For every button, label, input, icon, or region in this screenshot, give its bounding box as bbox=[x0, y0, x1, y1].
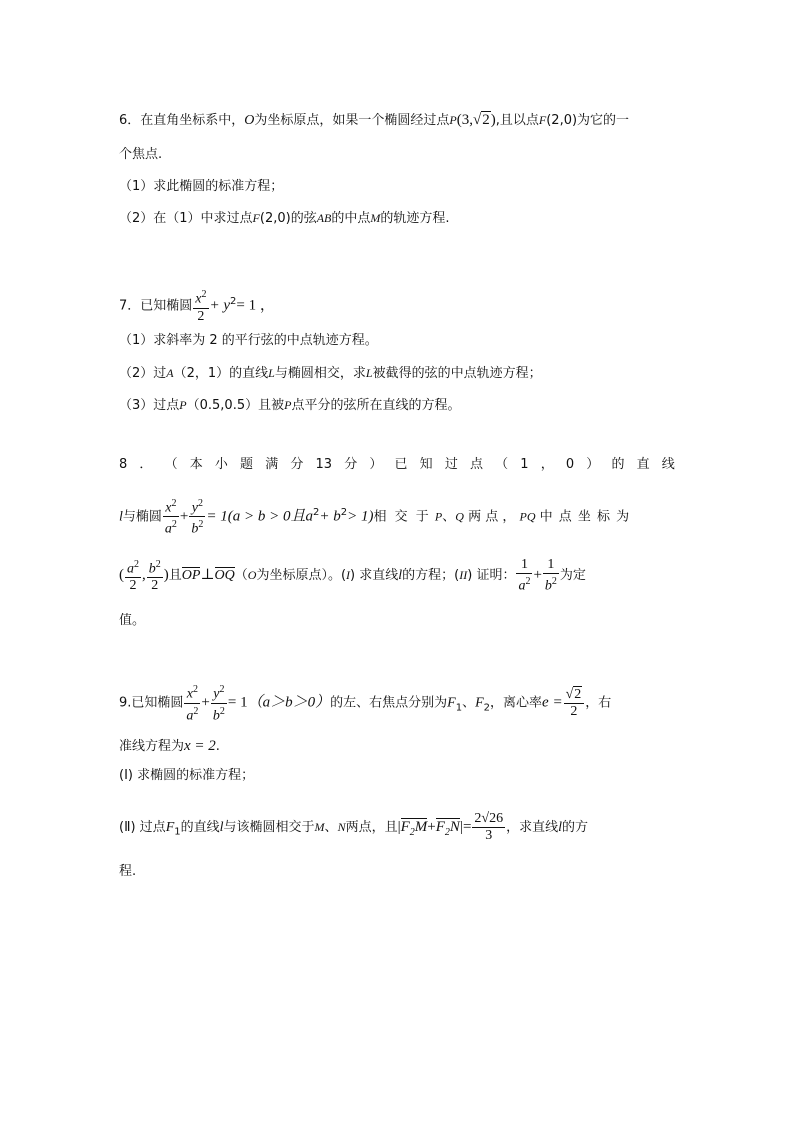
q9-fraction-e: $\frac{√2}{2}$ bbox=[564, 687, 585, 720]
q9-text: ，右 bbox=[585, 695, 612, 711]
q6-part1: （1）求此椭圆的标准方程； bbox=[119, 179, 284, 194]
q7-var-P: P bbox=[179, 398, 187, 412]
q9-text: ，求直线 bbox=[506, 820, 559, 835]
q8-text: （ bbox=[234, 568, 248, 583]
q7-fraction: $\frac{x^2}{2}$ bbox=[195, 289, 207, 324]
q8-text: 的方程；( bbox=[402, 568, 460, 583]
q9-text: (Ⅱ) 过点 bbox=[119, 820, 166, 835]
q6-coord: (3, bbox=[456, 112, 474, 128]
q9-text: 两点，且 bbox=[345, 820, 398, 835]
q7-text: 与椭圆相交，求 bbox=[274, 366, 366, 381]
q6-coord: ) bbox=[490, 112, 496, 128]
q9-text: 的左、右焦点分别为 bbox=[330, 695, 448, 711]
q6-sqrt: 2 bbox=[482, 112, 490, 128]
q9-var-l: l bbox=[558, 820, 562, 835]
q8-text: ) 证明： bbox=[467, 568, 516, 583]
q9-eccentricity: e = bbox=[542, 694, 563, 711]
q8-var-PQ: PQ bbox=[519, 509, 536, 524]
q8-vector-OQ: OQ bbox=[214, 568, 235, 583]
q9-fraction-length: $\frac{2√26}{3}$ bbox=[474, 811, 504, 843]
q8-perp-symbol: ⊥ bbox=[200, 567, 215, 583]
q7-part1: （1）求斜率为 2 的平行弦的中点轨迹方程。 bbox=[119, 333, 378, 348]
q8-var-l: l bbox=[119, 509, 123, 525]
q9-part1: (Ⅰ) 求椭圆的标准方程； bbox=[119, 768, 255, 783]
q8-line2: l与椭圆 $\frac{x^2}{a^2}$ + $\frac{y^2}{b^2}$ = 1(a > b > 0且$a^2+ b^2> 1$)相 交 于 P、Q 两 点 ， PQ 中 点 坐 标 为 bbox=[119, 497, 631, 537]
q6-var-F: F bbox=[252, 211, 260, 225]
q7-var-P: P bbox=[284, 398, 292, 412]
q8-condition: > 1) bbox=[347, 508, 374, 525]
q7-text: （3）过点 bbox=[119, 398, 180, 413]
q8-midpoint-x: $\frac{a^2}{2}$ bbox=[127, 558, 139, 594]
q9-text: ，离心率 bbox=[490, 695, 543, 711]
q9-line-end: 程. bbox=[119, 864, 137, 879]
q9-text: 的直线 bbox=[180, 820, 220, 835]
q9-vector-F2N: $F_2N$ bbox=[435, 819, 460, 838]
q8-fraction-a: $\frac{1}{a^2}$ bbox=[518, 556, 531, 594]
q9-directrix: x = 2 bbox=[184, 738, 216, 754]
q9-fraction-x: $\frac{x^2}{a^2}$ bbox=[186, 684, 199, 724]
q7-text: （0.5,0.5）且被 bbox=[186, 398, 285, 413]
q7-stem: 7．已知椭圆 $\frac{x^2}{2}$ + $y^2= 1$ ， bbox=[119, 289, 275, 324]
q6-text: (2,0)为它的一 bbox=[546, 113, 630, 128]
q9-var-F2: F bbox=[475, 695, 484, 711]
q6-line1: 6．在直角坐标系中，O为坐标原点，如果一个椭圆经过点P(3,√2),且以点F(2,0)为它的一 bbox=[119, 112, 630, 128]
q7-var-L: L bbox=[268, 366, 275, 380]
q7-text: 被截得的弦的中点轨迹方程； bbox=[372, 366, 542, 381]
q9-vector-F2M: $F_2M$ bbox=[400, 819, 428, 838]
q6-line2: 个焦点. bbox=[119, 147, 163, 162]
q7-text: （2）过 bbox=[119, 366, 167, 381]
q8-text: 中 点 坐 标 为 bbox=[539, 509, 631, 525]
q8-text: 为坐标原点）。( bbox=[256, 568, 347, 583]
q8-text: 为定 bbox=[559, 568, 586, 583]
q8-text: ) 求直线 bbox=[350, 568, 399, 583]
q8-roman-I: I bbox=[346, 568, 351, 582]
q8-line1: 8 ． （ 本 小 题 满 分 13 分 ） 已 知 过 点 （ 1 ， 0 ） 的 直 线 bbox=[119, 457, 675, 472]
q8-midpoint-y: $\frac{b^2}{2}$ bbox=[148, 558, 161, 594]
q8-text: 与椭圆 bbox=[122, 509, 162, 525]
q8-line3: ( $\frac{a^2}{2}$ , $\frac{b^2}{2}$ )且OP⊥OQ（O为坐标原点）。(I) 求直线l的方程；(II) 证明： $\frac{1}{a^2}$ + $\frac{1}{b^2}$ 为定 bbox=[119, 556, 586, 594]
q8-fraction-b: $\frac{1}{b^2}$ bbox=[544, 556, 557, 594]
q7-var-L: L bbox=[365, 366, 373, 380]
q6-var-P: P bbox=[449, 113, 457, 127]
q9-text: 9.已知椭圆 bbox=[119, 695, 184, 711]
q8-condition: + b bbox=[319, 508, 341, 525]
q9-part2: (Ⅱ) 过点$F_1$的直线l与该椭圆相交于M、N两点，且$|F_2M+F_2N|=$ $\frac{2√26}{3}$ ，求直线l的方 bbox=[119, 811, 589, 843]
q8-line4: 值。 bbox=[119, 613, 146, 628]
q9-text: 准线方程为 bbox=[119, 739, 185, 754]
q8-condition: = 1(a > b > 0且a bbox=[206, 508, 313, 525]
q8-var-Q: Q bbox=[455, 509, 464, 524]
q6-var-O: O bbox=[244, 113, 255, 128]
q8-var-P: P bbox=[434, 509, 443, 524]
q9-text: 与该椭圆相交于 bbox=[223, 820, 315, 835]
q6-text: 的轨迹方程. bbox=[380, 211, 450, 226]
q9-condition: （a＞b＞0） bbox=[247, 694, 331, 711]
q7-text: 点平分的弦所在直线的方程。 bbox=[291, 398, 461, 413]
q9-var-F1: F bbox=[165, 820, 175, 835]
q8-text: 、 bbox=[442, 509, 456, 525]
q9-equals: = 1 bbox=[227, 694, 248, 711]
q8-fraction-y: $\frac{y^2}{b^2}$ bbox=[191, 497, 204, 537]
q7-term: + y bbox=[209, 297, 231, 314]
q6-text: 6．在直角坐标系中， bbox=[119, 113, 245, 128]
q9-var-M: M bbox=[314, 820, 325, 834]
q9-var-F1: F bbox=[447, 695, 456, 711]
q8-text: 两 点 ， bbox=[468, 509, 516, 525]
q7-var-A: A bbox=[166, 366, 174, 380]
q6-text: (2,0)的弦 bbox=[259, 211, 317, 226]
q8-var-l: l bbox=[398, 568, 403, 583]
q8-text: 且 bbox=[168, 568, 182, 583]
q7-text: 7．已知椭圆 bbox=[119, 298, 193, 314]
q9-fraction-y: $\frac{y^2}{b^2}$ bbox=[212, 684, 225, 724]
q6-text: 的中点 bbox=[331, 211, 371, 226]
q7-equals: = 1 ， bbox=[236, 297, 275, 314]
q6-text: ,且以点 bbox=[495, 113, 539, 128]
q9-text: 、 bbox=[462, 695, 476, 711]
q8-var-O: O bbox=[247, 568, 257, 582]
q6-text: （2）在（1）中求过点 bbox=[119, 211, 253, 226]
q9-stem: 9.已知椭圆 $\frac{x^2}{a^2}$ + $\frac{y^2}{b^2}$ = 1（a＞b＞0）的左、右焦点分别为$F_1$、$F_2$，离心率e = $\frac{√2}{2}$ ，右 bbox=[119, 684, 612, 724]
q6-text: 为坐标原点，如果一个椭圆经过点 bbox=[254, 113, 450, 128]
q7-part2 bbox=[119, 363, 542, 384]
q9-text: 、 bbox=[324, 820, 338, 835]
q9-text: 的方 bbox=[562, 820, 589, 835]
q6-part2 bbox=[119, 208, 450, 229]
q9-text: . bbox=[215, 739, 220, 754]
q9-var-l: l bbox=[219, 820, 224, 835]
q6-var-F: F bbox=[538, 113, 547, 127]
q8-text: 相 交 于 bbox=[373, 509, 431, 525]
q9-line2 bbox=[119, 736, 220, 757]
q8-fraction-x: $\frac{x^2}{a^2}$ bbox=[164, 497, 177, 537]
q7-part3 bbox=[119, 395, 460, 416]
q8-vector-OP: OP bbox=[181, 568, 201, 583]
q6-var-M: M bbox=[370, 211, 381, 225]
q8-roman-II: II bbox=[459, 568, 468, 582]
q6-var-AB: AB bbox=[316, 211, 332, 225]
q7-text: （2，1）的直线 bbox=[173, 366, 269, 381]
q9-var-N: N bbox=[337, 820, 346, 834]
